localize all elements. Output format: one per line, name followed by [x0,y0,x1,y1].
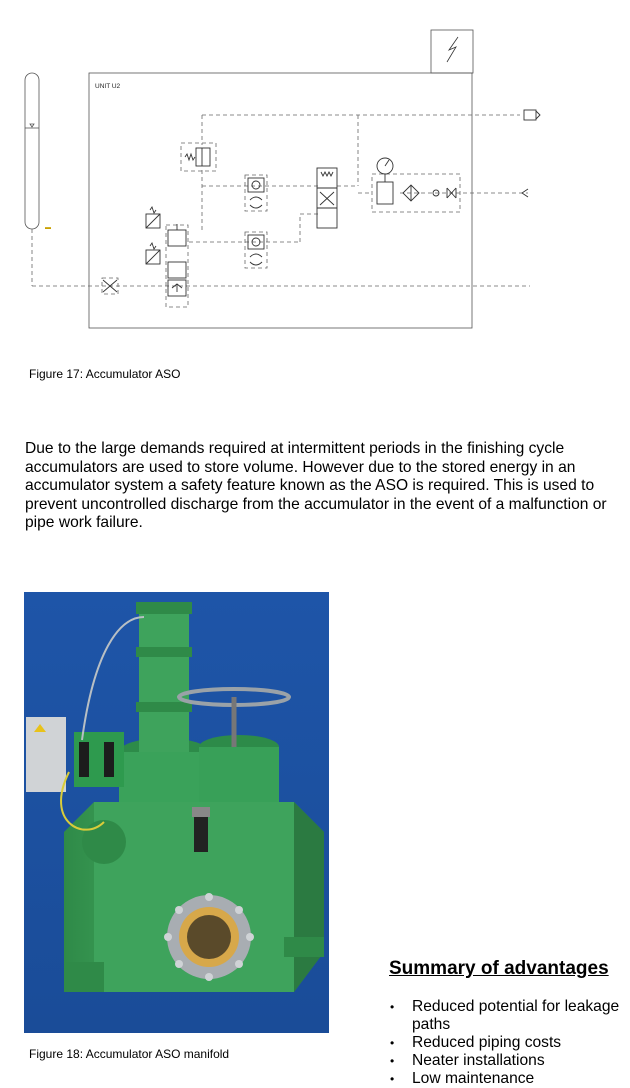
unit-label: UNIT U2 [95,83,121,90]
svg-text:▬: ▬ [45,225,51,231]
list-item-text: Low maintenance [412,1070,535,1087]
figure-18-caption: Figure 18: Accumulator ASO manifold [29,1047,230,1061]
unit-box [89,73,472,328]
bullet-icon: • [390,1000,395,1014]
list-item [389,1070,630,1088]
bullet-icon: • [390,1036,395,1050]
figure-17-caption: Figure 17: Accumulator ASO [29,367,181,381]
list-item-text: Neater installations [412,1052,545,1069]
electrical-box-photo [26,717,66,792]
hydraulic-schematic [0,0,630,340]
list-item [389,1034,630,1052]
advantages-list [389,998,630,1088]
body-paragraph: Due to the large demands required at intermittent periods in the finishing cycle accumulators are used to store volume. However due to the stored energy in an accumulator system a safety feature known as the ASO is required. This is used to prevent uncontrolled discharge from the accumulator in the event of a malfunction or pipe work failure. [25,440,607,531]
accumulator-bottle [25,73,39,229]
manifold-photo [24,592,329,1033]
list-item-text: Reduced potential for leakage paths [412,998,620,1033]
electrical-box [431,30,473,73]
list-item [389,1052,630,1070]
list-item-text: Reduced piping costs [412,1034,562,1051]
bullet-icon: • [390,1072,395,1086]
summary-title: Summary of advantages [389,958,609,979]
bullet-icon: • [390,1054,395,1068]
list-item [389,998,630,1034]
